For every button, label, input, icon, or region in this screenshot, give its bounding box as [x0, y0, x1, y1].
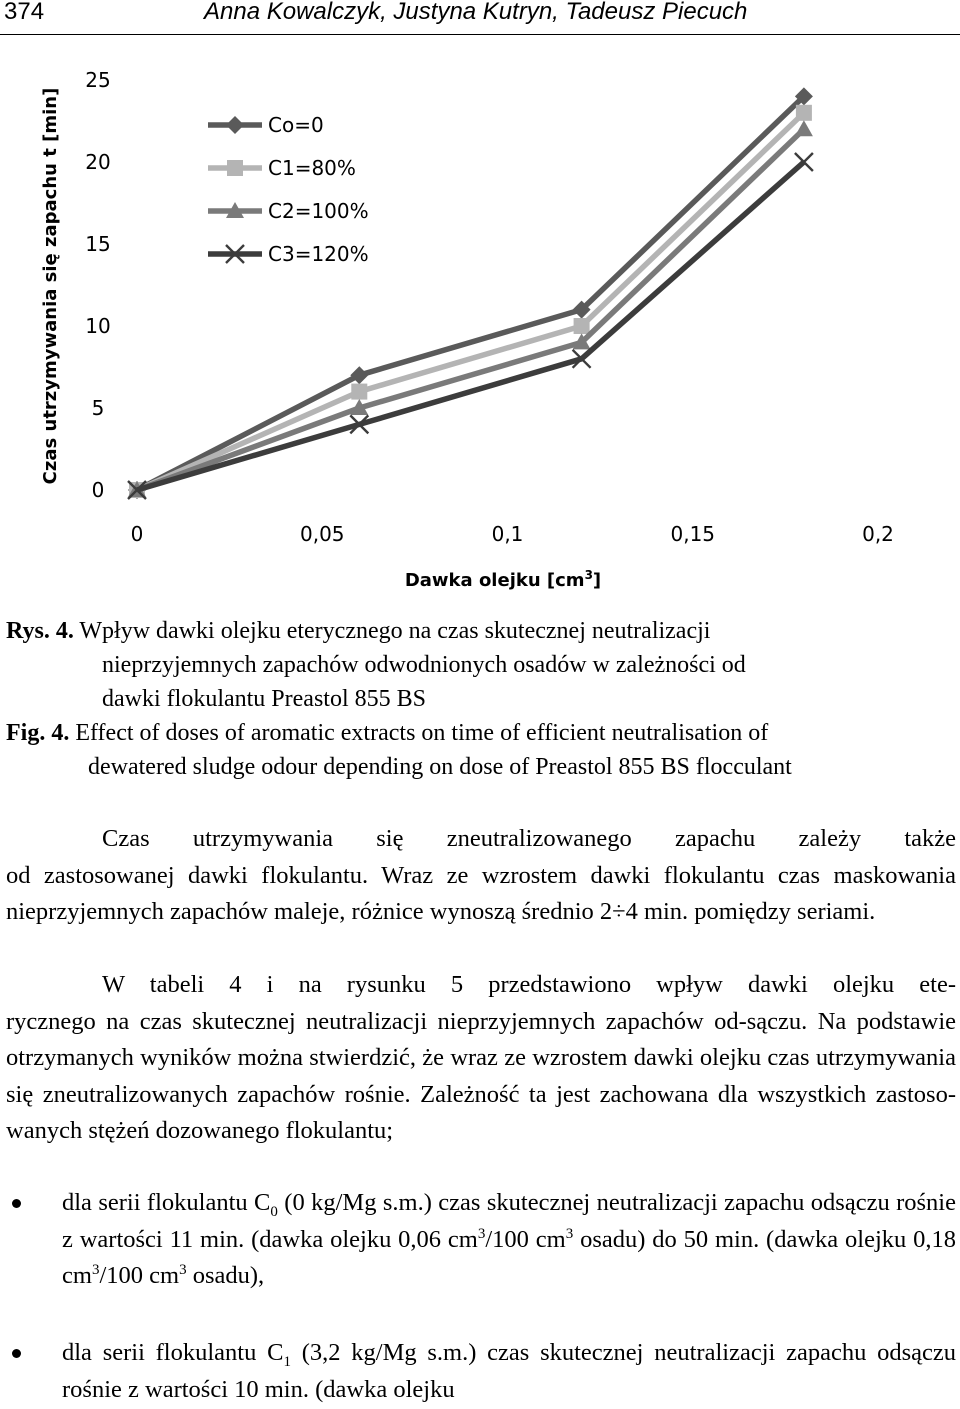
- bullet-1: [62, 1185, 956, 1295]
- x-axis-title: [405, 568, 601, 591]
- paragraph-1-first-line: Czas utrzymywania się zneutralizowanego zapachu zależy także: [102, 825, 956, 852]
- y-tick-labels: [85, 68, 110, 502]
- caption-pl-label: Rys. 4.: [6, 618, 74, 644]
- series-1: [128, 87, 813, 499]
- diamond-marker: [226, 116, 244, 134]
- legend-label: C2=100%: [268, 199, 369, 223]
- running-authors: Anna Kowalczyk, Justyna Kutryn, Tadeusz Piecuch: [204, 0, 748, 25]
- series-line: [137, 96, 804, 490]
- caption-pl-line-2: nieprzyjemnych zapachów odwodnionych osadów w zależności od: [102, 652, 746, 678]
- figure-chart: [0, 50, 960, 600]
- bullet-1-text-e: /100 cm: [99, 1262, 180, 1289]
- bullet-2: [62, 1335, 956, 1408]
- x-marker: [795, 153, 813, 171]
- caption-pl-line-3: dawki flokulantu Preastol 855 BS: [102, 686, 426, 712]
- x-tick-label: 0: [130, 522, 144, 546]
- bullet-1-text-c: /100 cm: [485, 1225, 566, 1253]
- running-header: [0, 0, 960, 35]
- figure-caption-en: [6, 716, 956, 784]
- caption-pl-line-1: [6, 614, 956, 648]
- bullet-1-text-a: dla serii flokulantu C: [62, 1189, 271, 1216]
- legend-label: C3=120%: [268, 242, 369, 266]
- paragraph-1-rest: od zastosowanej dawki flokulantu. Wraz ze wzrostem dawki flokulantu czas maskowania nieprzyjemnych zapachów maleje, różnice wynoszą średnio 2÷4 min. pomiędzy seriami.: [6, 861, 956, 925]
- y-tick-label: 25: [85, 68, 111, 92]
- legend-label: C1=80%: [268, 156, 356, 180]
- bullet-1-text-d: osadu) do 50 min. (dawka olejku 0,18 cm: [62, 1225, 956, 1289]
- paragraph-2-rest: rycznego na czas skutecznej neutralizacji nieprzyjemnych zapachów od-sączu. Na podstawie otrzymanych wyników można stwierdzić, że wraz ze wzrostem dawki olejku czas utrzymywania się zneutralizowanych zapachów rośnie. Zależność ta jest zachowana dla wszystkich zastoso-wanych stężeń dozowanego flokulantu;: [6, 1007, 956, 1144]
- bullet-1-sup-3: 3: [91, 1261, 100, 1278]
- caption-pl-text-1: Wpływ dawki olejku eterycznego na czas skutecznej neutralizacji: [79, 618, 711, 644]
- x-tick-label: 0,15: [670, 522, 716, 546]
- caption-en-label: Fig. 4.: [6, 720, 70, 746]
- legend-label: Co=0: [268, 113, 324, 137]
- x-axis-title-sup: 3: [584, 568, 593, 582]
- x-axis-title-text: Dawka olejku [cm: [404, 570, 585, 591]
- caption-en-line-1: [6, 716, 956, 750]
- paragraph-2-first-line: W tabeli 4 i na rysunku 5 przedstawiono wpływ dawki olejku ete-: [102, 971, 956, 998]
- paragraph-1: [6, 821, 956, 931]
- bullet-1-text-b: (0 kg/Mg s.m.) czas skutecznej neutralizacji zapachu odsączu rośnie z wartości 11 min. (dawka olejku 0,06 cm: [62, 1189, 956, 1253]
- x-tick-labels: [131, 522, 894, 546]
- y-tick-label: 0: [91, 478, 105, 502]
- paragraph-2: [6, 967, 956, 1150]
- legend-item: [208, 199, 369, 223]
- y-axis-title-group: [40, 88, 61, 485]
- square-marker: [574, 318, 590, 334]
- bullet-1-sup-1: 3: [477, 1225, 486, 1242]
- legend-item: [208, 113, 324, 137]
- legend-item: [208, 242, 369, 266]
- page-number: 374: [4, 0, 45, 25]
- legend-item: [208, 156, 356, 180]
- y-tick-label: 5: [91, 396, 105, 420]
- y-tick-label: 20: [85, 150, 111, 174]
- square-marker: [796, 105, 812, 121]
- bullet-1-sup-4: 3: [179, 1261, 187, 1278]
- bullet-1-dot: [12, 1199, 21, 1208]
- legend: [208, 113, 369, 266]
- bullet-2-text-b: (3,2 kg/Mg s.m.) czas skutecznej neutralizacji zapachu odsączu rośnie z wartości 10 min. (dawka olejku: [62, 1339, 956, 1403]
- caption-en-text-1: Effect of doses of aromatic extracts on time of efficient neutralisation of: [75, 720, 769, 746]
- y-tick-label: 10: [85, 314, 111, 338]
- x-axis-title-end: ]: [592, 570, 602, 591]
- figure-caption-pl: [6, 614, 956, 716]
- x-tick-label: 0,2: [862, 522, 894, 546]
- bullet-2-sub: 1: [283, 1353, 291, 1370]
- bullet-1-text-f: osadu),: [186, 1262, 265, 1289]
- series-layer: [128, 87, 813, 499]
- bullet-1-sup-2: 3: [565, 1225, 574, 1242]
- square-marker: [351, 384, 367, 400]
- x-tick-label: 0,1: [491, 522, 524, 546]
- bullet-2-dot: [12, 1349, 21, 1358]
- x-tick-label: 0,05: [299, 522, 345, 546]
- y-tick-label: 15: [85, 232, 111, 256]
- square-marker: [227, 160, 243, 176]
- y-axis-title: Czas utrzymywania się zapachu t [min]: [40, 87, 61, 485]
- caption-en-line-2: dewatered sludge odour depending on dose of Preastol 855 BS flocculant: [88, 754, 792, 780]
- bullet-2-text-a: dla serii flokulantu C: [62, 1339, 284, 1366]
- bullet-1-sub: 0: [270, 1203, 278, 1220]
